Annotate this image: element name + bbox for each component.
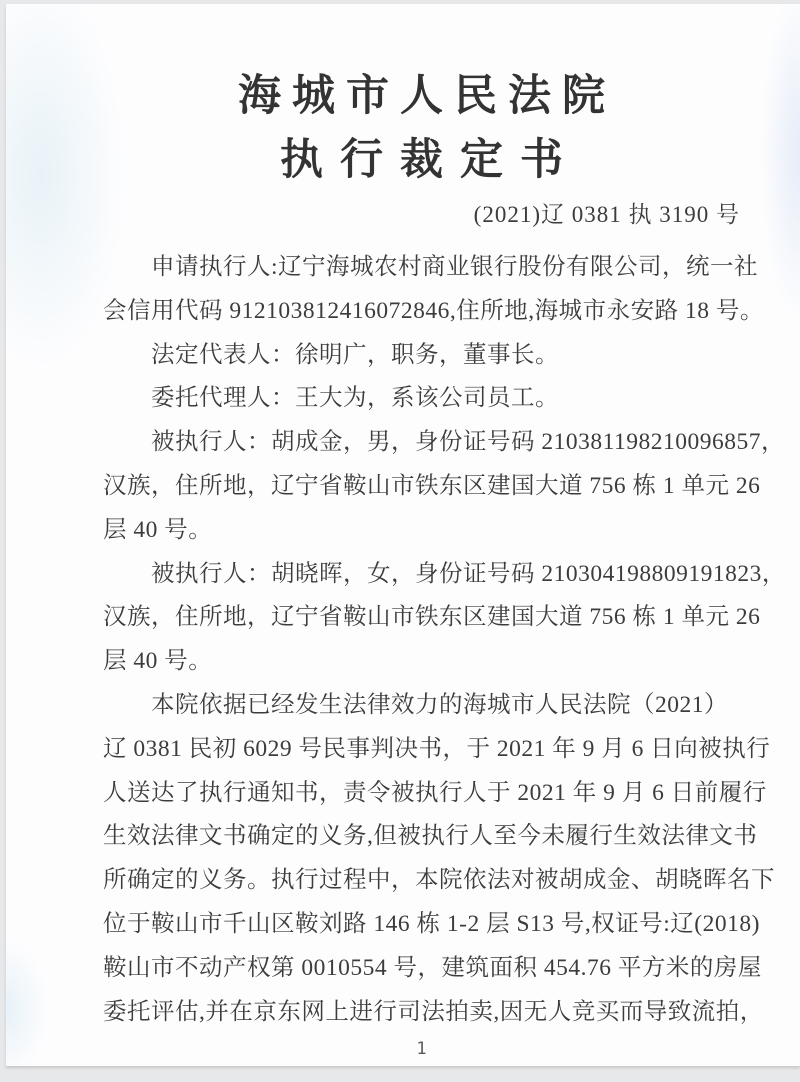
document-line: 被执行人：胡成金，男，身份证号码 210381198210096857，: [151, 429, 786, 456]
court-name: 海城市人民法院: [238, 73, 616, 120]
document-line: 本院依据已经发生法律效力的海城市人民法院（2021）: [151, 691, 728, 718]
document-line: 委托代理人：王大为，系该公司员工。: [151, 385, 559, 412]
document-line: 鞍山市不动产权第 0010554 号，建筑面积 454.76 平方米的房屋: [103, 954, 762, 981]
document-line: 位于鞍山市千山区鞍刘路 146 栋 1-2 层 S13 号,权证号:辽(2018): [103, 910, 760, 937]
document-line: 汉族，住所地，辽宁省鞍山市铁东区建国大道 756 栋 1 单元 26: [103, 472, 761, 499]
document-line: 委托评估,并在京东网上进行司法拍卖,因无人竞买而导致流拍，: [103, 998, 764, 1025]
case-number: (2021)辽 0381 执 3190 号: [473, 202, 740, 227]
document-content: [103, 4, 786, 1062]
document-title: 执行裁定书: [280, 137, 580, 184]
document-body: [103, 246, 786, 1034]
document-line: 层 40 号。: [103, 516, 213, 543]
document-line: 会信用代码 912103812416072846,住所地,海城市永安路 18 号。: [103, 297, 764, 324]
document-line: 所确定的义务。执行过程中，本院依法对被胡成金、胡晓晖名下: [103, 867, 775, 894]
document-line: 申请执行人:辽宁海城农村商业银行股份有限公司，统一社: [151, 254, 759, 280]
document-line: 辽 0381 民初 6029 号民事判决书，于 2021 年 9 月 6 日向被执行: [103, 735, 771, 762]
document-line: 生效法律文书确定的义务,但被执行人至今未履行生效法律文书: [103, 823, 758, 850]
document-page: [6, 4, 800, 1066]
document-line: 人送达了执行通知书，责令被执行人于 2021 年 9 月 6 日前履行: [103, 779, 767, 806]
document-line: 被执行人：胡晓晖，女，身份证号码 210304198809191823，: [151, 560, 786, 587]
document-line: 汉族，住所地，辽宁省鞍山市铁东区建国大道 756 栋 1 单元 26: [103, 604, 761, 631]
document-line: 层 40 号。: [103, 648, 213, 675]
page-number: 1: [416, 1039, 427, 1060]
document-line: 法定代表人：徐明广，职务，董事长。: [151, 341, 559, 368]
